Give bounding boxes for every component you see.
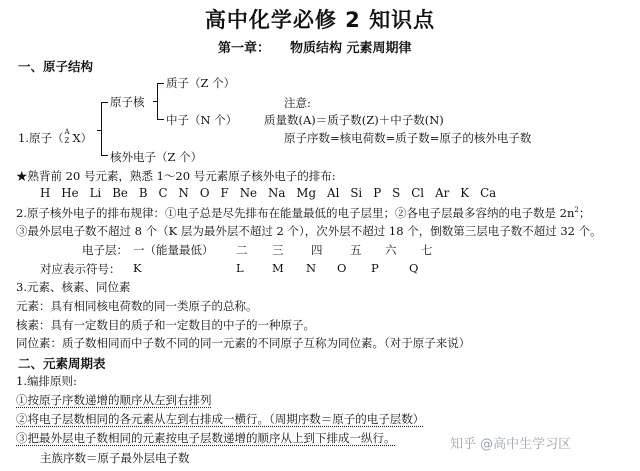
memorize-note: ★熟背前 20 号元素，熟悉 1～20 号元素原子核外电子的排布: — [16, 169, 336, 183]
atom-label — [18, 130, 92, 146]
nuclide-notation — [63, 128, 72, 145]
atomic-number-formula: 原子序数=核电荷数=质子数=原子的核外电子数 — [284, 131, 532, 145]
isotope-definition: 同位素：质子数相同而中子数不同的同一元素的不同原子互称为同位素。（对于原子来说） — [16, 336, 471, 350]
symbol-Q: Q — [409, 261, 419, 275]
shell-3: 三 — [272, 243, 284, 257]
neutron-label: 中子（N 个） — [166, 113, 238, 127]
element-symbol-s: S — [392, 186, 401, 200]
principle-1: ①按原子序数递增的顺序从左到右排列 — [16, 393, 212, 407]
symbol-N: N — [306, 261, 317, 275]
element-symbol-he: He — [61, 186, 79, 200]
element-list — [40, 186, 507, 200]
element-symbol-p: P — [373, 186, 382, 200]
element-symbol-ca: Ca — [480, 186, 497, 200]
nuclide-definition: 核素：具有一定数目的质子和一定数目的中子的一种原子。 — [16, 318, 315, 332]
principle-3: ③把最外层电子数相同的元素按电子层数递增的顺序从上到下排成一纵行。 — [16, 431, 396, 445]
arrangement-principles: 1.编排原则: — [16, 374, 77, 388]
element-definition: 元素：具有相同核电荷数的同一类原子的总称。 — [16, 299, 258, 313]
nucleus-brace-bottom — [157, 119, 164, 120]
element-symbol-f: F — [220, 186, 229, 200]
section-heading-periodic-table: 二、元素周期表 — [18, 356, 106, 371]
chapter-name: 物质结构 元素周期律 — [290, 41, 412, 56]
nucleus-brace — [157, 83, 158, 120]
nucleus-brace-tip — [153, 101, 157, 102]
watermark: 知乎 @高中生学习区 — [450, 437, 572, 452]
symbol-P: P — [371, 261, 379, 275]
shell-4: 四 — [311, 243, 323, 257]
element-symbol-o: O — [199, 186, 210, 200]
note-label: 注意: — [284, 96, 311, 110]
electron-rule-line1 — [16, 205, 590, 221]
element-symbol-h: H — [40, 186, 51, 200]
nucleus-label: 原子核 — [110, 95, 145, 109]
shell-row-label: 电子层： — [82, 243, 128, 257]
electron-rule-text: 2.原子核外电子的排布规律：①电子总是尽先排布在能量最低的电子层里；②各电子层最多容纳的电子数是 2n — [16, 206, 575, 220]
atom-prefix: 1.原子（ — [18, 131, 64, 145]
atom-suffix: ） — [80, 131, 93, 145]
nucleus-brace-top — [157, 83, 164, 84]
element-symbol-k: K — [460, 186, 470, 200]
page-title: 高中化学必修 2 知识点 — [204, 8, 436, 32]
element-symbol-li: Li — [89, 186, 102, 200]
mass-number-sup: A — [64, 128, 70, 136]
shell-1: 一（能量最低） — [133, 243, 214, 257]
symbol-row-label: 对应表示符号： — [40, 262, 121, 276]
element-symbol: X — [72, 131, 81, 145]
proton-label: 质子（Z 个） — [166, 76, 236, 90]
symbol-L: L — [236, 261, 244, 275]
atom-brace-top — [101, 102, 108, 103]
element-symbol-ne: Ne — [239, 186, 258, 200]
symbol-K: K — [133, 261, 142, 275]
mass-number-formula: 质量数(A)＝质子数(Z)＋中子数(N) — [264, 113, 444, 127]
element-symbol-b: B — [138, 186, 148, 200]
atom-brace-bottom — [101, 155, 108, 156]
principle-2: ②将电子层数相同的各元素从左到右排成一横行。（周期序数＝原子的电子层数） — [16, 412, 425, 426]
atomic-number-sub: Z — [64, 137, 70, 145]
element-symbol-c: C — [158, 186, 168, 200]
element-symbol-be: Be — [112, 186, 128, 200]
element-symbol-ar: Ar — [435, 186, 450, 200]
symbol-O: O — [337, 261, 347, 275]
element-symbol-mg: Mg — [296, 186, 317, 200]
symbol-M: M — [272, 261, 284, 275]
electrons-label: 核外电子（Z 个） — [110, 150, 203, 164]
chapter-label: 第一章： — [218, 41, 271, 56]
rule-end: ； — [578, 206, 591, 220]
element-symbol-n: N — [178, 186, 189, 200]
shell-6: 六 — [385, 243, 397, 257]
electron-rule-line2: ③最外层电子数不超过 8 个（K 层为最外层不超过 2 个），次外层不超过 18 个，倒数第三层电子数不超过 32 个。 — [16, 224, 602, 238]
element-symbol-al: Al — [327, 186, 340, 200]
shell-7: 七 — [421, 243, 433, 257]
atom-brace — [101, 102, 102, 156]
shell-2: 二 — [236, 243, 248, 257]
main-group-formula: 主族序数＝原子最外层电子数 — [40, 451, 190, 465]
element-symbol-si: Si — [350, 186, 363, 200]
atom-brace-tip — [97, 130, 101, 131]
shell-5: 五 — [350, 243, 362, 257]
element-symbol-na: Na — [268, 186, 286, 200]
element-symbol-cl: Cl — [411, 186, 425, 200]
definitions-heading: 3.元素、核素、同位素 — [16, 280, 131, 294]
section-heading-atomic-structure: 一、原子结构 — [18, 59, 94, 74]
rule-exponent: 2 — [574, 206, 579, 215]
